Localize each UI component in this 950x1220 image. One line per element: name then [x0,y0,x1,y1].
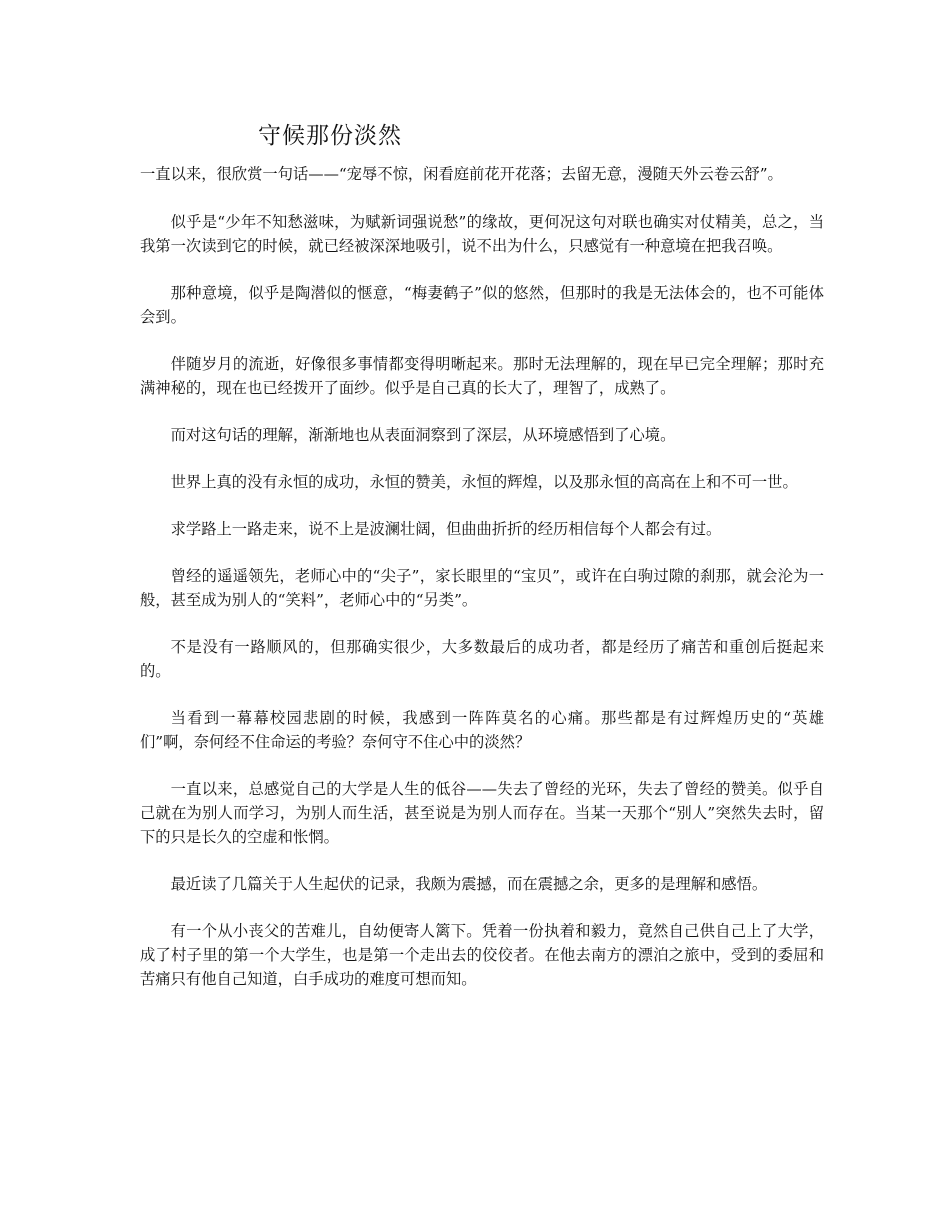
paragraph-11: 一直以来，总感觉自己的大学是人生的低谷——失去了曾经的光环，失去了曾经的赞美。似乎自己就在为别人而学习，为别人而生活，甚至说是为别人而存在。当某一天那个“别人”突然失去时，留下的只是长久的空虚和怅惘。 [140,780,824,846]
paragraph-6: 世界上真的没有永恒的成功，永恒的赞美，永恒的辉煌，以及那永恒的高高在上和不可一世。 [170,473,798,491]
paragraph-8: 曾经的遥遥领先，老师心中的“尖子”，家长眼里的“宝贝”，或许在白驹过隙的刹那，就会沦为一般，甚至成为别人的“笑料”，老师心中的“另类”。 [140,567,824,609]
paragraph-9: 不是没有一路顺风的，但那确实很少，大多数最后的成功者，都是经历了痛苦和重创后挺起来的。 [140,638,824,680]
paragraph-13: 有一个从小丧父的苦难儿，自幼便寄人篱下。凭着一份执着和毅力，竟然自己供自己上了大学，成了村子里的第一个大学生，也是第一个走出去的佼佼者。在他去南方的漂泊之旅中，受到的委屈和苦痛只有他自己知道，白手成功的难度可想而知。 [140,922,824,988]
paragraph-5: 而对这句话的理解，渐渐地也从表面洞察到了深层，从环境感悟到了心境。 [170,426,676,444]
paragraph-7: 求学路上一路走来，说不上是波澜壮阔，但曲曲折折的经历相信每个人都会有过。 [170,520,722,538]
paragraph-4: 伴随岁月的流逝，好像很多事情都变得明晰起来。那时无法理解的，现在早已完全理解；那时充满神秘的，现在也已经拨开了面纱。似乎是自己真的长大了，理智了，成熟了。 [140,355,824,397]
paragraph-10: 当看到一幕幕校园悲剧的时候，我感到一阵阵莫名的心痛。那些都是有过辉煌历史的“英雄们”啊，奈何经不住命运的考验？奈何守不住心中的淡然？ [140,709,824,751]
paragraph-2: 似乎是“少年不知愁滋味，为赋新词强说愁”的缘故，更何况这句对联也确实对仗精美，总之，当我第一次读到它的时候，就已经被深深地吸引，说不出为什么，只感觉有一种意境在把我召唤。 [140,213,824,255]
paragraph-1: 一直以来，很欣赏一句话——“宠辱不惊，闲看庭前花开花落；去留无意，漫随天外云卷云舒”。 [140,165,783,183]
document-body [140,162,824,1014]
document-title: 守候那份淡然 [258,123,402,149]
paragraph-12: 最近读了几篇关于人生起伏的记录，我颇为震撼，而在震撼之余，更多的是理解和感悟。 [170,875,768,893]
paragraph-3: 那种意境，似乎是陶潜似的惬意，“梅妻鹤子”似的悠然，但那时的我是无法体会的，也不可能体会到。 [140,284,824,326]
